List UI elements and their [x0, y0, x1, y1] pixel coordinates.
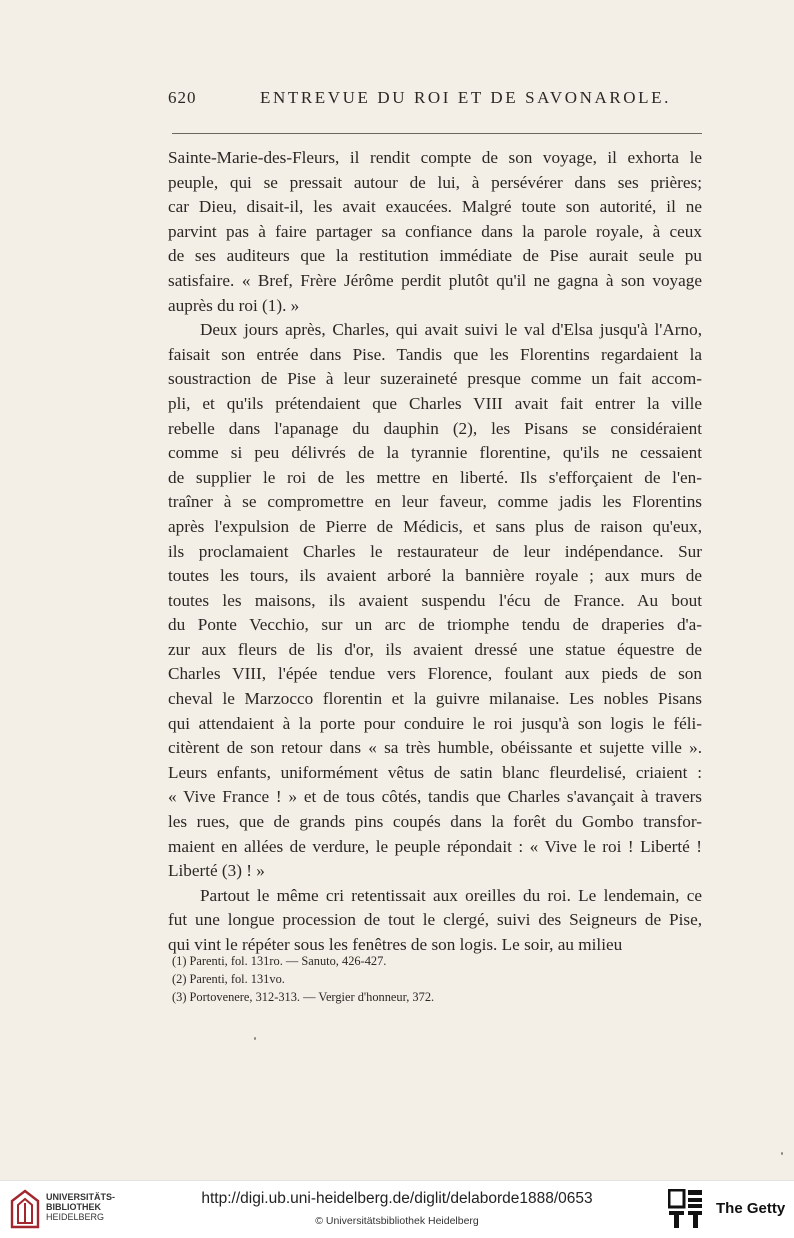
getty-logo-icon[interactable] — [668, 1189, 704, 1229]
text-line: satisfaire. « Bref, Frère Jérôme perdit plutôt qu'il ne gagna à son voyage — [168, 270, 702, 290]
text-line: toutes les tours, ils avaient arboré la bannière royale ; aux murs de — [168, 566, 702, 586]
library-line-2: BIBLIOTHEK — [46, 1202, 101, 1212]
text-line: Liberté (3) ! » — [168, 861, 265, 881]
paragraph — [168, 318, 702, 884]
text-line: Partout le même cri retentissait aux oreilles du roi. Le lendemain, ce — [200, 885, 702, 905]
footnote-3: (3) Portovenere, 312-313. — Vergier d'honneur, 372. — [172, 990, 435, 1004]
copyright-notice: © Universitätsbibliothek Heidelberg — [315, 1215, 479, 1227]
library-line-1: UNIVERSITÄTS- — [46, 1192, 116, 1202]
text-line: toutes les maisons, ils avaient suspendu l'écu de France. Au bout — [168, 590, 702, 610]
text-line: cheval le Marzocco florentin et la guivre milanaise. Les nobles Pisans — [168, 689, 702, 709]
paper-speck — [781, 1152, 783, 1155]
partner-name: The Getty — [716, 1200, 786, 1217]
body-text — [168, 146, 702, 958]
running-title: ENTREVUE DU ROI ET DE SAVONAROLE. — [260, 88, 671, 107]
library-line-3: HEIDELBERG — [46, 1212, 105, 1222]
text-line: fut une longue procession de tout le clergé, suivi des Seigneurs de Pise, — [168, 910, 702, 930]
paragraph — [168, 884, 702, 958]
text-line: car Dieu, disait-il, les avait exaucées. Malgré toute son autorité, il ne — [168, 197, 702, 217]
footnotes — [172, 952, 702, 1006]
permalink-url[interactable]: http://digi.ub.uni-heidelberg.de/diglit/delaborde1888/0653 — [201, 1190, 593, 1207]
text-line: pli, et qu'ils prétendaient que Charles VIII avait fait entrer la ville — [168, 393, 702, 413]
text-line: Leurs enfants, uniformément vêtus de satin blanc fleurdelisé, criaient : — [168, 762, 702, 782]
text-line: Sainte-Marie-des-Fleurs, il rendit compte de son voyage, il exhorta le — [168, 148, 702, 167]
text-line: peuple, qui se pressait autour de lui, à persévérer dans ses prières; — [168, 172, 702, 192]
text-line: les rues, que de grands pins coupés dans la forêt du Gombo transfor- — [168, 812, 702, 832]
text-line: zur aux fleurs de lis d'or, ils avaient dressé une statue équestre de — [168, 639, 702, 659]
text-line: qui attendaient à la porte pour conduire le roi jusqu'à son logis le féli- — [168, 713, 702, 733]
text-line: ils proclamaient Charles le restaurateur de leur indépendance. Sur — [168, 541, 702, 561]
text-line: soustraction de Pise à leur suzeraineté presque comme un fait accom- — [168, 369, 702, 389]
paragraph — [168, 146, 702, 318]
text-line: rebelle dans l'apanage du dauphin (2), les Pisans se considéraient — [168, 418, 702, 438]
page-number: 620 — [168, 88, 197, 107]
text-line: après l'expulsion de Pierre de Médicis, et sans plus de raison qu'eux, — [168, 516, 702, 536]
text-line: du Ponte Vecchio, sur un arc de triomphe tendu de draperies d'a- — [168, 615, 702, 635]
page-header — [168, 88, 702, 112]
text-line: de ses auditeurs que la restitution immédiate de Pise aurait seule pu — [168, 246, 702, 266]
header-rule — [172, 133, 702, 134]
text-line: traîner à se compromettre en leur faveur, comme jadis les Florentins — [168, 492, 702, 512]
text-line: faisait son entrée dans Pise. Tandis que les Florentins regardaient la — [168, 344, 702, 364]
text-line: maient en allées de verdure, le peuple répondait : « Vive le roi ! Liberté ! — [168, 836, 702, 856]
text-line: qui vint le répéter sous les fenêtres de son logis. Le soir, au milieu — [168, 935, 623, 954]
text-line: auprès du roi (1). » — [168, 295, 300, 315]
text-line: Charles VIII, l'épée tendue vers Florence, foulant aux pieds de son — [168, 664, 702, 684]
footnote-1: (1) Parenti, fol. 131ro. — Sanuto, 426-427. — [172, 954, 387, 968]
text-line: citèrent de son retour dans « sa très humble, obéissante et sujette ville ». — [168, 738, 702, 758]
text-line: Deux jours après, Charles, qui avait suivi le val d'Elsa jusqu'à l'Arno, — [200, 320, 702, 340]
footnote-2: (2) Parenti, fol. 131vo. — [172, 972, 285, 986]
text-line: de supplier le roi de les mettre en liberté. Ils s'efforçaient de l'en- — [168, 467, 702, 487]
text-line: comme si peu délivrés de la tyrannie florentine, qu'ils ne cessaient — [168, 443, 702, 463]
viewer-footer — [0, 1180, 794, 1238]
paper-speck — [254, 1037, 256, 1040]
text-line: « Vive France ! » et de tous côtés, tandis que Charles s'avançait à travers — [168, 787, 702, 807]
text-line: parvint pas à faire partager sa confiance dans la parole royale, à ceux — [168, 221, 702, 241]
